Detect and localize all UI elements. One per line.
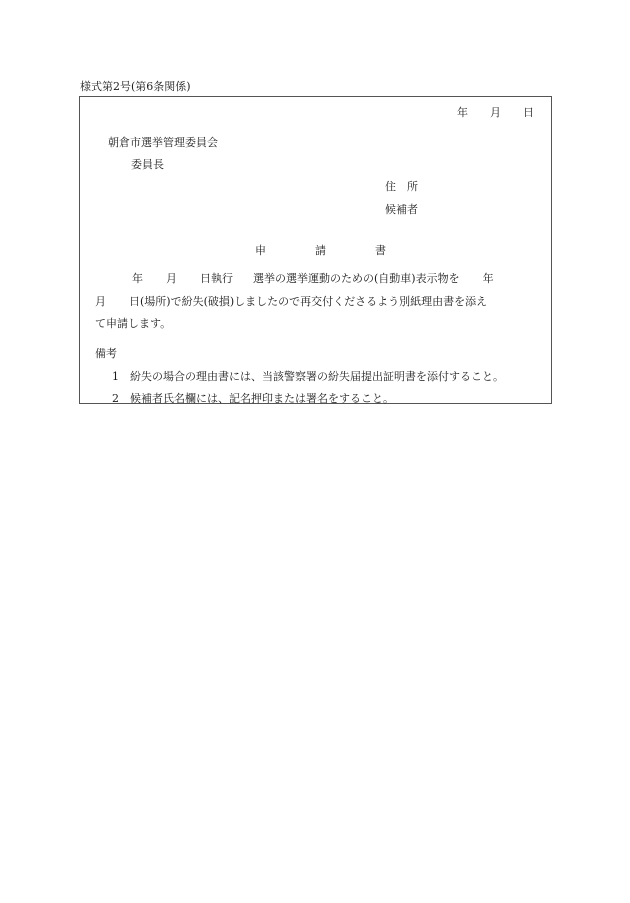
- date-month-label: 月: [490, 106, 501, 119]
- body-loss-month-label: 月: [95, 295, 106, 308]
- date-line: [457, 107, 534, 118]
- note-text: 候補者氏名欄には、記名押印または署名をすること。: [130, 392, 394, 405]
- form-number-label: 様式第2号(第6条関係): [80, 80, 191, 93]
- note-item: [112, 371, 504, 382]
- body-line-1: [132, 273, 494, 284]
- body-loss-year-label: 年: [482, 272, 494, 285]
- title-char-3: 書: [375, 244, 386, 257]
- title-char-1: 申: [255, 244, 266, 257]
- note-item: [112, 393, 394, 404]
- body-election-date-label: 日執行: [200, 272, 233, 285]
- address-label-char-2: 所: [407, 180, 418, 193]
- body-line-3: て申請します。: [95, 317, 172, 330]
- document-title: [255, 245, 386, 256]
- addressee: 朝倉市選挙管理委員会: [108, 136, 218, 149]
- application-form: [79, 96, 552, 404]
- address-label: [385, 181, 418, 192]
- address-label-char-1: 住: [385, 180, 396, 193]
- note-number: 1: [112, 370, 119, 383]
- title-char-2: 請: [315, 244, 326, 257]
- candidate-label: 候補者: [385, 203, 418, 216]
- notes-heading: 備考: [95, 347, 117, 360]
- body-line-2: [95, 296, 487, 307]
- date-year-label: 年: [457, 106, 468, 119]
- note-number: 2: [112, 392, 119, 405]
- body-month-label: 月: [166, 272, 177, 285]
- addressee-title: 委員長: [131, 158, 164, 171]
- note-text: 紛失の場合の理由書には、当該警察署の紛失届提出証明書を添付すること。: [130, 370, 504, 383]
- body-display-text: 選挙の選挙運動のための(自動車)表示物を: [253, 272, 460, 285]
- body-loss-text: 日(場所)で紛失(破損)しましたので再交付くださるよう別紙理由書を添え: [129, 295, 488, 308]
- body-year-label: 年: [132, 272, 143, 285]
- date-day-label: 日: [523, 106, 534, 119]
